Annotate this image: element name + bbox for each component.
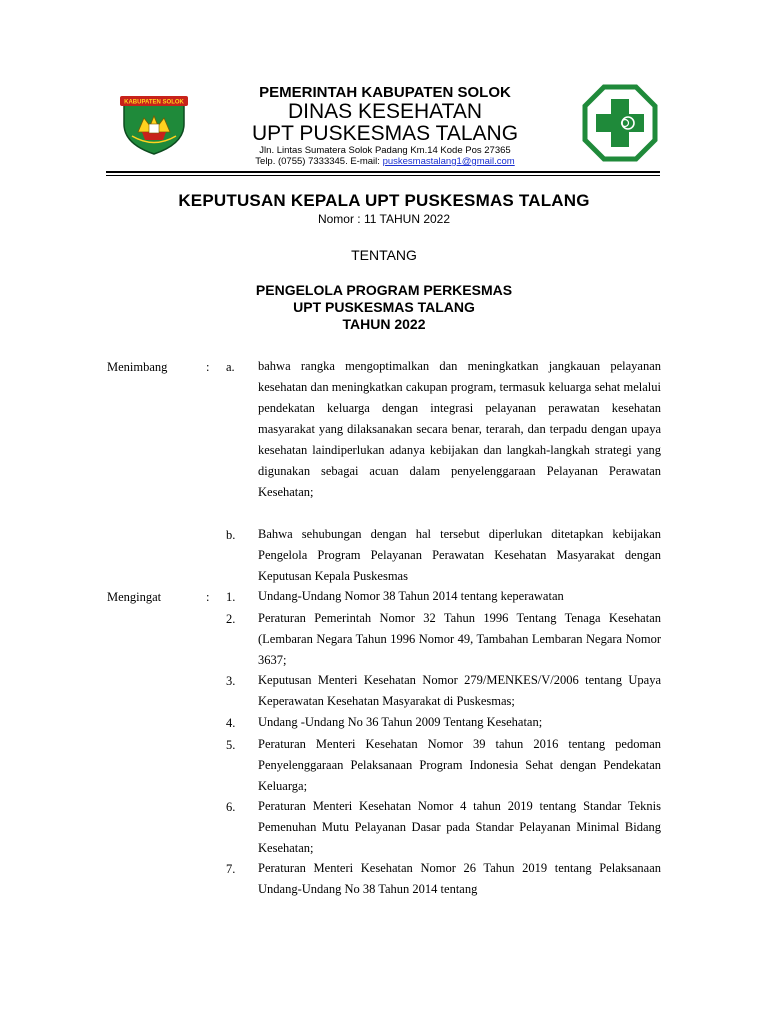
list-item-text: Bahwa sehubungan dengan hal tersebut diperlukan ditetapkan kebijakan Pengelola Program Pelayanan Perawatan Kesehatan Masyarakat dengan Keputusan Kepala Puskesmas — [258, 527, 661, 583]
list-item-number: b. — [226, 528, 236, 542]
document-subject-line: PENGELOLA PROGRAM PERKESMAS — [255, 282, 513, 298]
letterhead — [0, 0, 768, 180]
puskesmas-cross-logo-icon — [582, 84, 658, 162]
letterhead-unit: UPT PUSKESMAS TALANG — [251, 122, 519, 145]
list-item-text: Undang-Undang Nomor 38 Tahun 2014 tentang keperawatan — [258, 589, 564, 603]
document-subject-line: UPT PUSKESMAS TALANG — [293, 299, 475, 315]
letterhead-divider-thin — [106, 175, 660, 176]
list-item-number: 4. — [226, 716, 236, 730]
list-item-number: 2. — [226, 612, 236, 626]
document-title: KEPUTUSAN KEPALA UPT PUSKESMAS TALANG — [178, 191, 590, 210]
list-item-text: Peraturan Pemerintah Nomor 32 Tahun 1996 Tentang Tenaga Kesehatan (Lembaran Negara Tahun 1996 Nomor 49, Tambahan Lembaran Negara Nomor 3637; — [258, 611, 661, 667]
list-item-number: 1. — [226, 590, 236, 604]
list-item-number: 6. — [226, 800, 236, 814]
list-item-text: Peraturan Menteri Kesehatan Nomor 4 tahun 2019 tentang Standar Teknis Pemenuhan Mutu Pelayanan Dasar pada Standar Pelayanan Minimal Bidang Kesehatan; — [258, 799, 661, 855]
list-item-text: Peraturan Menteri Kesehatan Nomor 26 Tahun 2019 tentang Pelaksanaan Undang-Undang No 38 Tahun 2014 tentang — [258, 861, 661, 896]
list-item-text: Undang -Undang No 36 Tahun 2009 Tentang Kesehatan; — [258, 715, 543, 729]
kabupaten-solok-emblem-icon — [118, 94, 190, 156]
document-subject-line: TAHUN 2022 — [342, 316, 426, 332]
letterhead-department: DINAS KESEHATAN — [287, 100, 483, 123]
mengingat-label: Mengingat — [107, 590, 162, 604]
letterhead-phone: Telp. (0755) 7333345. E-mail: — [255, 156, 383, 167]
letterhead-address: Jln. Lintas Sumatera Solok Padang Km.14 Kode Pos 27365 — [259, 145, 511, 156]
document-tentang: TENTANG — [351, 247, 417, 263]
letterhead-government: PEMERINTAH KABUPATEN SOLOK — [259, 84, 511, 101]
letterhead-divider — [106, 171, 660, 173]
list-item-text: Keputusan Menteri Kesehatan Nomor 279/MENKES/V/2006 tentang Upaya Keperawatan Kesehatan Masyarakat di Puskesmas; — [258, 673, 661, 708]
email-link[interactable]: puskesmastalang1@gmail.com — [382, 156, 515, 167]
list-item-number: 5. — [226, 738, 236, 752]
list-item-text: bahwa rangka mengoptimalkan dan meningkatkan jangkauan pelayanan kesehatan dan meningkatkan cakupan program, termasuk keluarga sehat melalui pendekatan keluarga dengan integrasi pelayanan perawatan kesehatan masyarakat yang dilaksanakan secara benar, terarah, dan terpadu dengan upaya kesehatan laindiperlukan adanya kebijakan dan langkah-langkah strategi yang digunakan sebagai acuan dalam penyelenggaraan Pelayanan Perawatan Kesehatan; — [258, 359, 661, 499]
mengingat-colon: : — [206, 590, 210, 604]
emblem-banner-text: KABUPATEN SOLOK — [124, 99, 184, 106]
menimbang-colon: : — [206, 360, 210, 374]
letterhead-contact — [195, 156, 575, 167]
list-item-number: 3. — [226, 674, 236, 688]
list-item-number: a. — [226, 360, 235, 374]
list-item-number: 7. — [226, 862, 236, 876]
document-number: Nomor : 11 TAHUN 2022 — [317, 212, 451, 226]
document-subject — [0, 282, 768, 333]
list-item-text: Peraturan Menteri Kesehatan Nomor 39 tahun 2016 tentang pedoman Penyelenggaraan Pelaksanaan Program Indonesia Sehat dengan Pendekatan Keluarga; — [258, 737, 661, 793]
menimbang-label: Menimbang — [107, 360, 168, 374]
